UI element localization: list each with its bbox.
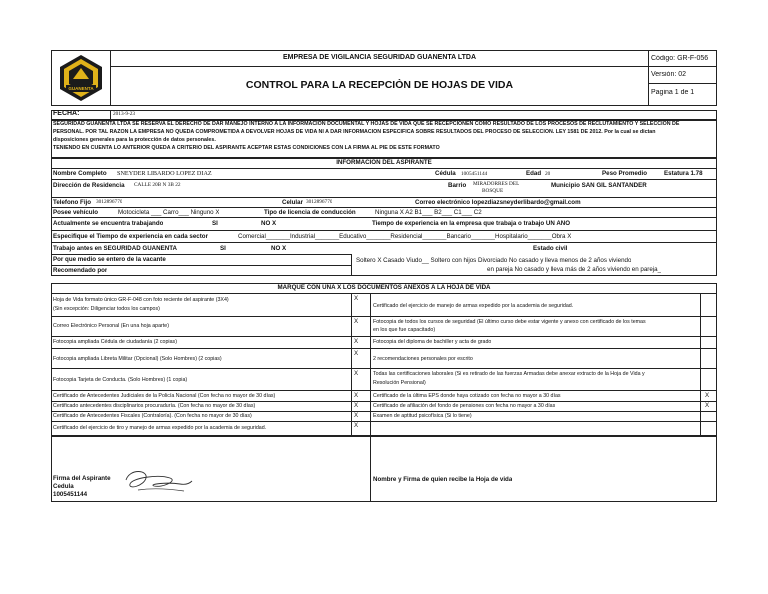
doc-left-6: Certificado de Antecedentes Judiciales de la Policía Nacional (Con fecha no mayor de 30 días) bbox=[53, 393, 276, 399]
doc-left-8-mark[interactable]: X bbox=[354, 412, 359, 419]
doc-left-8: Certificado de Antecedentes Fiscales (Contraloría). (Con fecha no mayor de 30 días) bbox=[53, 413, 252, 419]
sectores-options[interactable]: Comercial_______Industrial_______Educativo_______Residencial_______Bancario_______Hospitalario_______Obra X bbox=[238, 233, 572, 240]
documents-section-title: MARQUE CON UNA X LOS DOCUMENTOS ANEXOS A LA HOJA DE VIDA bbox=[277, 284, 491, 291]
telefono-value[interactable]: 3012896770 bbox=[96, 199, 123, 205]
doc-left-7-mark[interactable]: X bbox=[354, 402, 359, 409]
notice-line-4: TENIENDO EN CUENTA LO ANTERIOR QUEDA A CRITERIO DEL ASPIRANTE ACEPTAR ESTAS CONDICIONES CON LA FIRMA AL PIE DE ESTE FORMATO bbox=[53, 145, 440, 151]
doc-right-2-line-2: en los que fue capacitado) bbox=[373, 327, 436, 333]
estado-civil-options-1[interactable]: Soltero X Casado Viudo__ Soltero con hijos Divorciado No casado y lleva menos de 2 años viviendo bbox=[356, 257, 632, 264]
direccion-label: Dirección de Residencia bbox=[53, 182, 125, 189]
barrio-value-2[interactable]: BOSQUE bbox=[482, 188, 504, 194]
doc-left-5-mark[interactable]: X bbox=[354, 370, 359, 377]
doc-right-2-line-1: Fotocopia de todos los cursos de seguridad (El último curso debe estar vigente y anexo con certificado de los temas bbox=[373, 319, 646, 325]
barrio-value-1[interactable]: MIRADORRES DEL bbox=[473, 181, 520, 187]
doc-right-7-mark[interactable]: X bbox=[705, 402, 710, 409]
fecha-value[interactable]: 2013-9-23 bbox=[113, 111, 136, 117]
vehiculo-label: Posee vehículo bbox=[53, 209, 99, 216]
form-version: Versión: 02 bbox=[651, 71, 687, 78]
notice-line-2: PERSONAL. POR TAL RAZON LA EMPRESA NO QUEDA COMPROMETIDA A DEVOLVER HOJAS DE VIDA NI A DAR INFORMACION ESPECIFICA SOBRE RESULTADOS DEL PROCESO DE SELECCION. LEY 1581 DE 2012. Por la cual se dictan bbox=[53, 129, 656, 135]
vehiculo-options[interactable]: Motocicleta ___ Carro___ Ninguno X bbox=[118, 209, 220, 216]
trabajo-antes-no[interactable]: NO X bbox=[271, 245, 287, 252]
estado-civil-label: Estado civil bbox=[533, 245, 568, 252]
estado-civil-options-2[interactable]: en pareja No casado y lleva más de 2 años viviendo en pareja_ bbox=[487, 266, 662, 273]
nombre-label: Nombre Completo bbox=[53, 170, 107, 177]
page-number: Pagina 1 de 1 bbox=[651, 89, 695, 96]
signature-image bbox=[118, 464, 198, 500]
fecha-row bbox=[51, 110, 717, 120]
doc-left-6-mark[interactable]: X bbox=[354, 392, 359, 399]
firma-cedula-label: Cedula bbox=[53, 483, 74, 490]
licencia-options[interactable]: Ninguna X A2 B1___ B2___ C1___ C2 bbox=[375, 209, 482, 216]
aspirant-section-title: INFORMACION DEL ASPIRANTE bbox=[336, 159, 432, 166]
form-code: Código: GR-F-056 bbox=[651, 55, 709, 62]
celular-value[interactable]: 3012896770 bbox=[306, 199, 333, 205]
trabajo-antes-label: Trabajo antes en SEGURIDAD GUANENTA bbox=[53, 245, 177, 252]
cedula-label: Cédula bbox=[435, 170, 456, 177]
celular-label: Celular bbox=[282, 199, 303, 206]
doc-left-3-mark[interactable]: X bbox=[354, 338, 359, 345]
edad-value[interactable]: 20 bbox=[545, 171, 551, 177]
edad-label: Edad bbox=[526, 170, 542, 177]
doc-right-6-mark[interactable]: X bbox=[705, 392, 710, 399]
doc-right-8: Examen de aptitud psicofísica (Si lo tiene) bbox=[373, 413, 472, 419]
correo-label: Correo electrónico lopezdiazsneyderlibardo@gmail.com bbox=[415, 199, 581, 206]
doc-right-3: Fotocopia del diploma de bachiller y acta de grado bbox=[373, 339, 492, 345]
tiempo-empresa-label: Tiempo de experiencia en la empresa que trabaja o trabajo UN AÑO bbox=[372, 220, 571, 227]
doc-right-5-line-2: Resolución Pensional) bbox=[373, 380, 426, 386]
trabajo-antes-si[interactable]: SI bbox=[220, 245, 226, 252]
trabajando-no[interactable]: NO X bbox=[261, 220, 277, 227]
firma-label: Firma del Aspirante bbox=[53, 475, 111, 482]
doc-left-7: Certificado antecedentes disciplinarios procuraduría. (Con fecha no mayor de 30 días) bbox=[53, 403, 256, 409]
experiencia-label: Especifique el Tiempo de experiencia en cada sector bbox=[53, 233, 208, 240]
firma-cedula-value: 1005451144 bbox=[53, 491, 88, 498]
estatura-label: Estatura 1.78 bbox=[664, 170, 703, 177]
company-logo bbox=[56, 53, 106, 103]
telefono-label: Telefono Fijo bbox=[53, 199, 92, 206]
doc-right-6: Certificado de la última EPS donde haya cotizado con fecha no mayor a 30 días bbox=[373, 393, 561, 399]
medio-label: Por que medio se entero de la vacante bbox=[53, 256, 166, 263]
doc-right-4: 2 recomendaciones personales por escrito bbox=[373, 356, 473, 362]
direccion-value[interactable]: CALLE 20B N 3B 22 bbox=[134, 182, 181, 188]
municipio-label: Municipio SAN GIL SANTANDER bbox=[551, 182, 647, 189]
cedula-value[interactable]: 1005451144 bbox=[461, 171, 488, 177]
doc-left-3: Fotocopia ampliada Cédula de ciudadanía (2 copias) bbox=[53, 339, 177, 345]
trabajando-si[interactable]: SI bbox=[212, 220, 218, 227]
notice-line-1: SEGURIDAD GUANENTA LTDA SE RESERVA EL DERECHO DE DAR MANEJO INTERNO A LA INFORMACION DOCUMENTAL Y HOJAS DE VIDA QUE SE RECEPCIONEN COMO RESULTADO DE LOS PROCESOS DE RECLUTAMIENTO Y SELECCIÓN DE bbox=[53, 121, 680, 127]
page-title: CONTROL PARA LA RECEPCIÒN DE HOJAS DE VIDA bbox=[245, 79, 514, 91]
doc-left-1-mark[interactable]: X bbox=[354, 295, 359, 302]
doc-left-1-line-1: Hoja de Vida formato único GR-F-048 con foto reciente del aspirante (3X4) bbox=[53, 297, 229, 303]
notice-line-3: disposiciones generales para la protección de datos personales. bbox=[53, 137, 216, 143]
doc-left-1-line-2: (Sin excepción: Diligenciar todos los campos) bbox=[53, 306, 160, 312]
doc-right-7: Certificado de afiliación del fondo de pensiones con fecha no mayor a 30 días bbox=[373, 403, 556, 409]
licencia-label: Tipo de licencia de conducción bbox=[264, 209, 356, 216]
doc-left-4-mark[interactable]: X bbox=[354, 350, 359, 357]
doc-right-1: Certificado del ejercicio de manejo de armas expedido por la academia de seguridad. bbox=[373, 303, 574, 309]
doc-left-2-mark[interactable]: X bbox=[354, 318, 359, 325]
doc-left-2: Correo Electrónico Personal (En una hoja aparte) bbox=[53, 323, 170, 329]
doc-left-9: Certificado del ejercicio de tiro y manejo de armas expedido por la academia de seguridad. bbox=[53, 425, 267, 431]
fecha-label: FECHA: bbox=[53, 110, 80, 117]
peso-label: Peso Promedio bbox=[602, 170, 648, 177]
logo-text: GUANENTA bbox=[68, 86, 94, 91]
trabajando-label: Actualmente se encuentra trabajando bbox=[53, 220, 164, 227]
company-name: EMPRESA DE VIGILANCIA SEGURIDAD GUANENTA LTDA bbox=[282, 54, 477, 61]
doc-left-9-mark[interactable]: X bbox=[354, 422, 359, 429]
barrio-label: Barrio bbox=[448, 182, 467, 189]
recomendado-label: Recomendado por bbox=[53, 267, 108, 274]
doc-right-5-line-1: Todas las certificaciones laborales (Si es retirado de las fuerzas Armadas debe anexar extracto de la Hoja de Vida y bbox=[373, 371, 645, 377]
doc-left-5: Fotocopia Tarjeta de Conducta. (Solo Hombres) (1 copia) bbox=[53, 377, 188, 383]
doc-left-4: Fotocopia ampliada Libreta Militar (Opcional) (Solo Hombres) (2 copias) bbox=[53, 356, 222, 362]
receiver-label: Nombre y Firma de quien recibe la Hoja de vida bbox=[373, 476, 513, 483]
nombre-value[interactable]: SNEYDER LIBARDO LOPEZ DIAZ bbox=[117, 170, 212, 177]
